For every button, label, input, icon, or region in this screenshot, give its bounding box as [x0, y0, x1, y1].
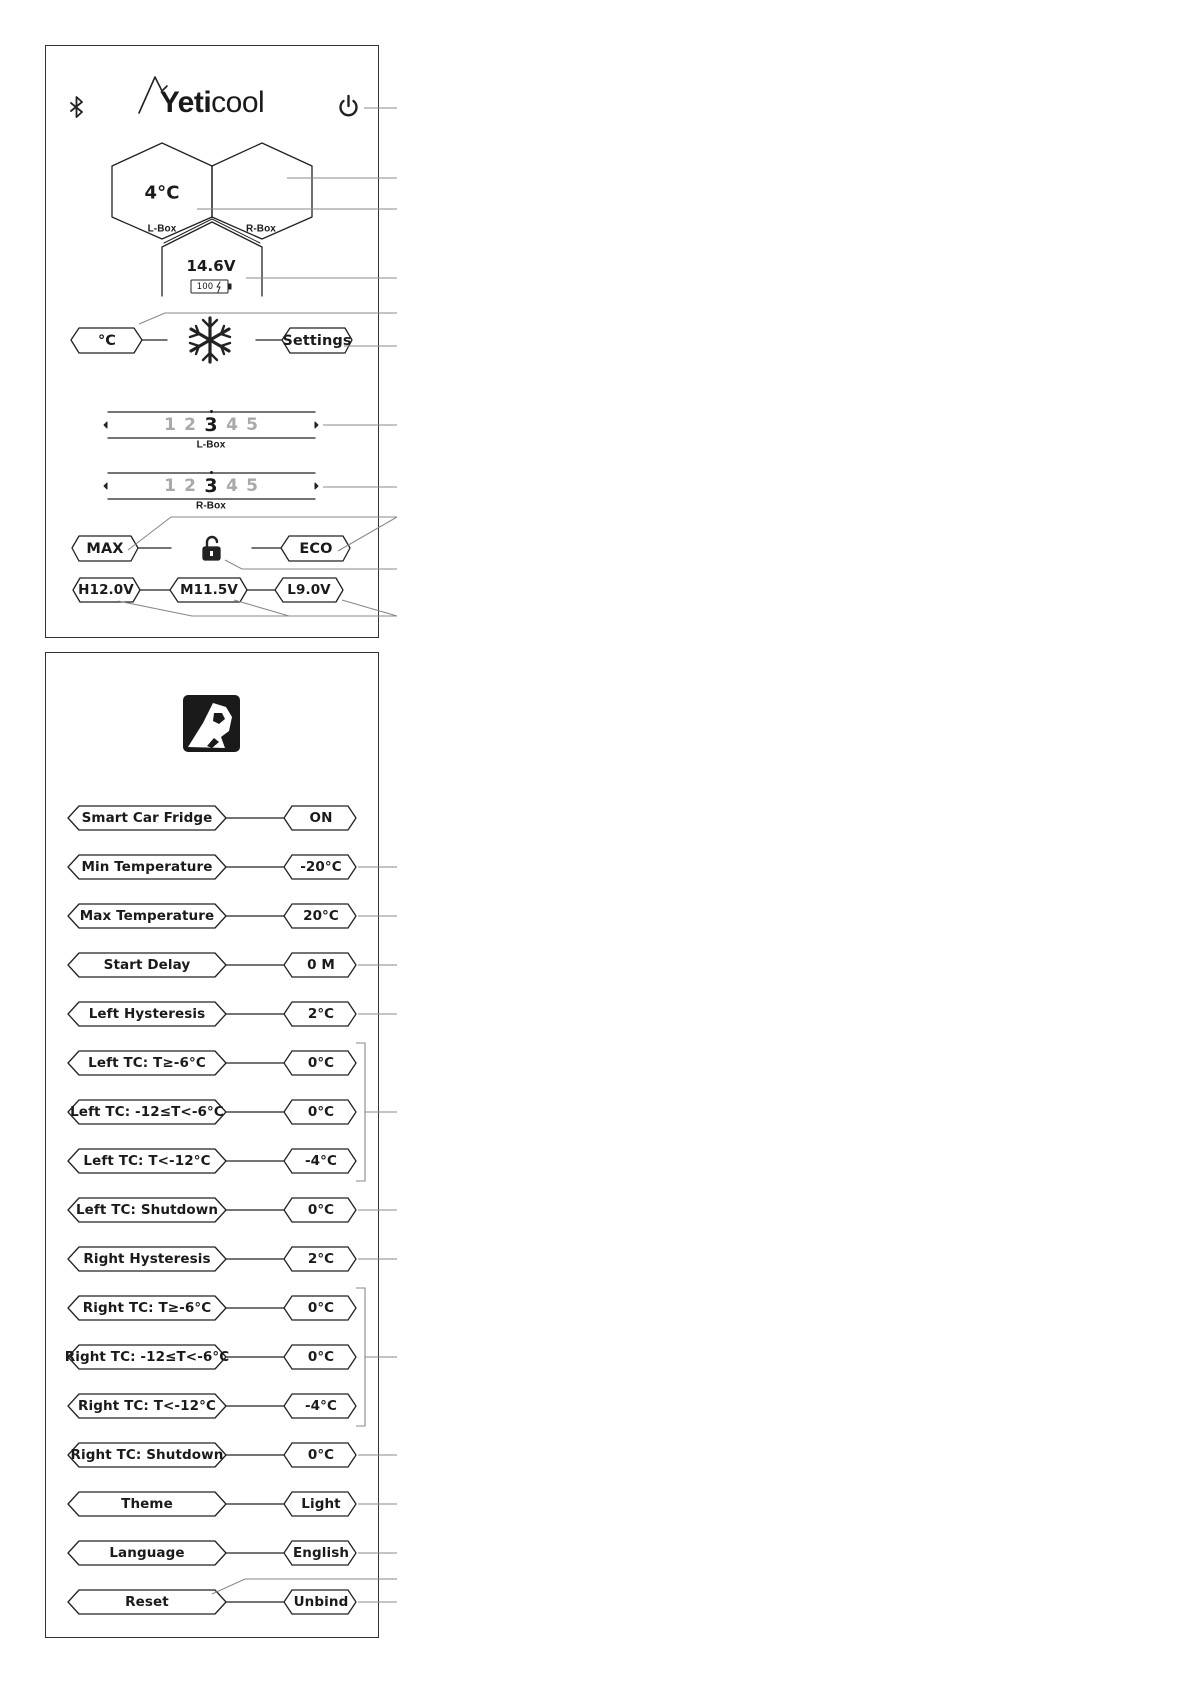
setting-value-right-hysteresis[interactable]: 2°C: [307, 1251, 335, 1267]
setting-label-start-delay[interactable]: Start Delay: [103, 957, 191, 973]
setting-label-right-tc-t-6-c[interactable]: Right TC: T≥-6°C: [82, 1300, 212, 1316]
settings-callout-line: [212, 1579, 397, 1594]
setting-label-max-temperature[interactable]: Max Temperature: [79, 908, 215, 924]
left-slider-level-1[interactable]: 1: [164, 415, 176, 435]
right-box-label: R-Box: [246, 223, 276, 235]
setting-label-left-tc-12-t-6-c[interactable]: Left TC: -12≤T<-6°C: [70, 1104, 224, 1120]
setting-value-right-tc-shutdown[interactable]: 0°C: [307, 1447, 335, 1463]
setting-value-smart-car-fridge[interactable]: ON: [309, 810, 333, 826]
left-box-label: L-Box: [147, 223, 177, 235]
setting-value-right-tc-t-6-c[interactable]: 0°C: [307, 1300, 335, 1316]
setting-label-left-hysteresis[interactable]: Left Hysteresis: [88, 1006, 206, 1022]
left-slider-label: L-Box: [196, 439, 226, 451]
settings-button[interactable]: Settings: [282, 333, 352, 349]
right-slider-level-3[interactable]: 3: [204, 475, 218, 497]
setting-label-left-tc-t-12-c[interactable]: Left TC: T<-12°C: [83, 1153, 211, 1169]
setting-label-right-tc-shutdown[interactable]: Right TC: Shutdown: [70, 1447, 224, 1463]
power-icon[interactable]: [341, 96, 357, 115]
setting-value-left-tc-t-6-c[interactable]: 0°C: [307, 1055, 335, 1071]
left-slider-level-5[interactable]: 5: [246, 415, 258, 435]
setting-label-theme[interactable]: Theme: [121, 1496, 173, 1512]
right-slider-level-5[interactable]: 5: [246, 476, 258, 496]
unit-button[interactable]: °C: [97, 333, 117, 349]
setting-value-left-tc-t-12-c[interactable]: -4°C: [304, 1153, 338, 1169]
battery-level: 100: [196, 282, 214, 292]
setting-label-min-temperature[interactable]: Min Temperature: [81, 859, 213, 875]
setting-value-reset[interactable]: Unbind: [293, 1594, 349, 1610]
setting-label-right-hysteresis[interactable]: Right Hysteresis: [83, 1251, 211, 1267]
setting-label-smart-car-fridge[interactable]: Smart Car Fridge: [81, 810, 213, 826]
right-slider-label: R-Box: [196, 500, 226, 512]
setting-value-min-temperature[interactable]: -20°C: [300, 859, 342, 875]
setting-label-language[interactable]: Language: [109, 1545, 185, 1561]
left-slider-level-4[interactable]: 4: [226, 415, 238, 435]
l-voltage-button[interactable]: L9.0V: [287, 582, 331, 598]
setting-value-max-temperature[interactable]: 20°C: [303, 908, 339, 924]
setting-label-left-tc-t-6-c[interactable]: Left TC: T≥-6°C: [88, 1055, 206, 1071]
h-voltage-button[interactable]: H12.0V: [78, 582, 134, 598]
setting-value-language[interactable]: English: [292, 1545, 350, 1561]
left-slider-level-3[interactable]: 3: [204, 414, 218, 436]
left-box-temperature: 4°C: [144, 182, 180, 204]
battery-voltage: 14.6V: [186, 257, 236, 275]
selected-level-marker: [210, 471, 213, 474]
setting-value-left-hysteresis[interactable]: 2°C: [307, 1006, 335, 1022]
setting-value-left-tc-shutdown[interactable]: 0°C: [307, 1202, 335, 1218]
settings-group-bracket: [356, 1043, 365, 1181]
setting-label-reset[interactable]: Reset: [125, 1594, 169, 1610]
yeti-logo-icon: [183, 695, 240, 752]
setting-label-right-tc-12-t-6-c[interactable]: Right TC: -12≤T<-6°C: [64, 1349, 230, 1365]
max-button[interactable]: MAX: [86, 541, 124, 557]
setting-value-theme[interactable]: Light: [301, 1496, 341, 1512]
setting-value-right-tc-12-t-6-c[interactable]: 0°C: [307, 1349, 335, 1365]
logo-text-light: cool: [211, 86, 265, 119]
left-slider-level-2[interactable]: 2: [184, 415, 196, 435]
unlock-icon[interactable]: [203, 537, 220, 560]
bluetooth-icon[interactable]: [71, 97, 82, 117]
snowflake-icon[interactable]: [190, 318, 230, 362]
setting-label-right-tc-t-12-c[interactable]: Right TC: T<-12°C: [78, 1398, 216, 1414]
app-logo: [160, 86, 264, 120]
m-voltage-button[interactable]: M11.5V: [180, 582, 238, 598]
settings-group-bracket: [356, 1288, 365, 1426]
setting-value-left-tc-12-t-6-c[interactable]: 0°C: [307, 1104, 335, 1120]
right-slider-level-1[interactable]: 1: [164, 476, 176, 496]
selected-level-marker: [210, 410, 213, 413]
right-slider-level-2[interactable]: 2: [184, 476, 196, 496]
right-slider-level-4[interactable]: 4: [226, 476, 238, 496]
logo-text-bold: Yeti: [159, 86, 212, 119]
setting-value-right-tc-t-12-c[interactable]: -4°C: [304, 1398, 338, 1414]
setting-label-left-tc-shutdown[interactable]: Left TC: Shutdown: [75, 1202, 219, 1218]
eco-button[interactable]: ECO: [299, 541, 333, 557]
setting-value-start-delay[interactable]: 0 M: [307, 957, 335, 973]
